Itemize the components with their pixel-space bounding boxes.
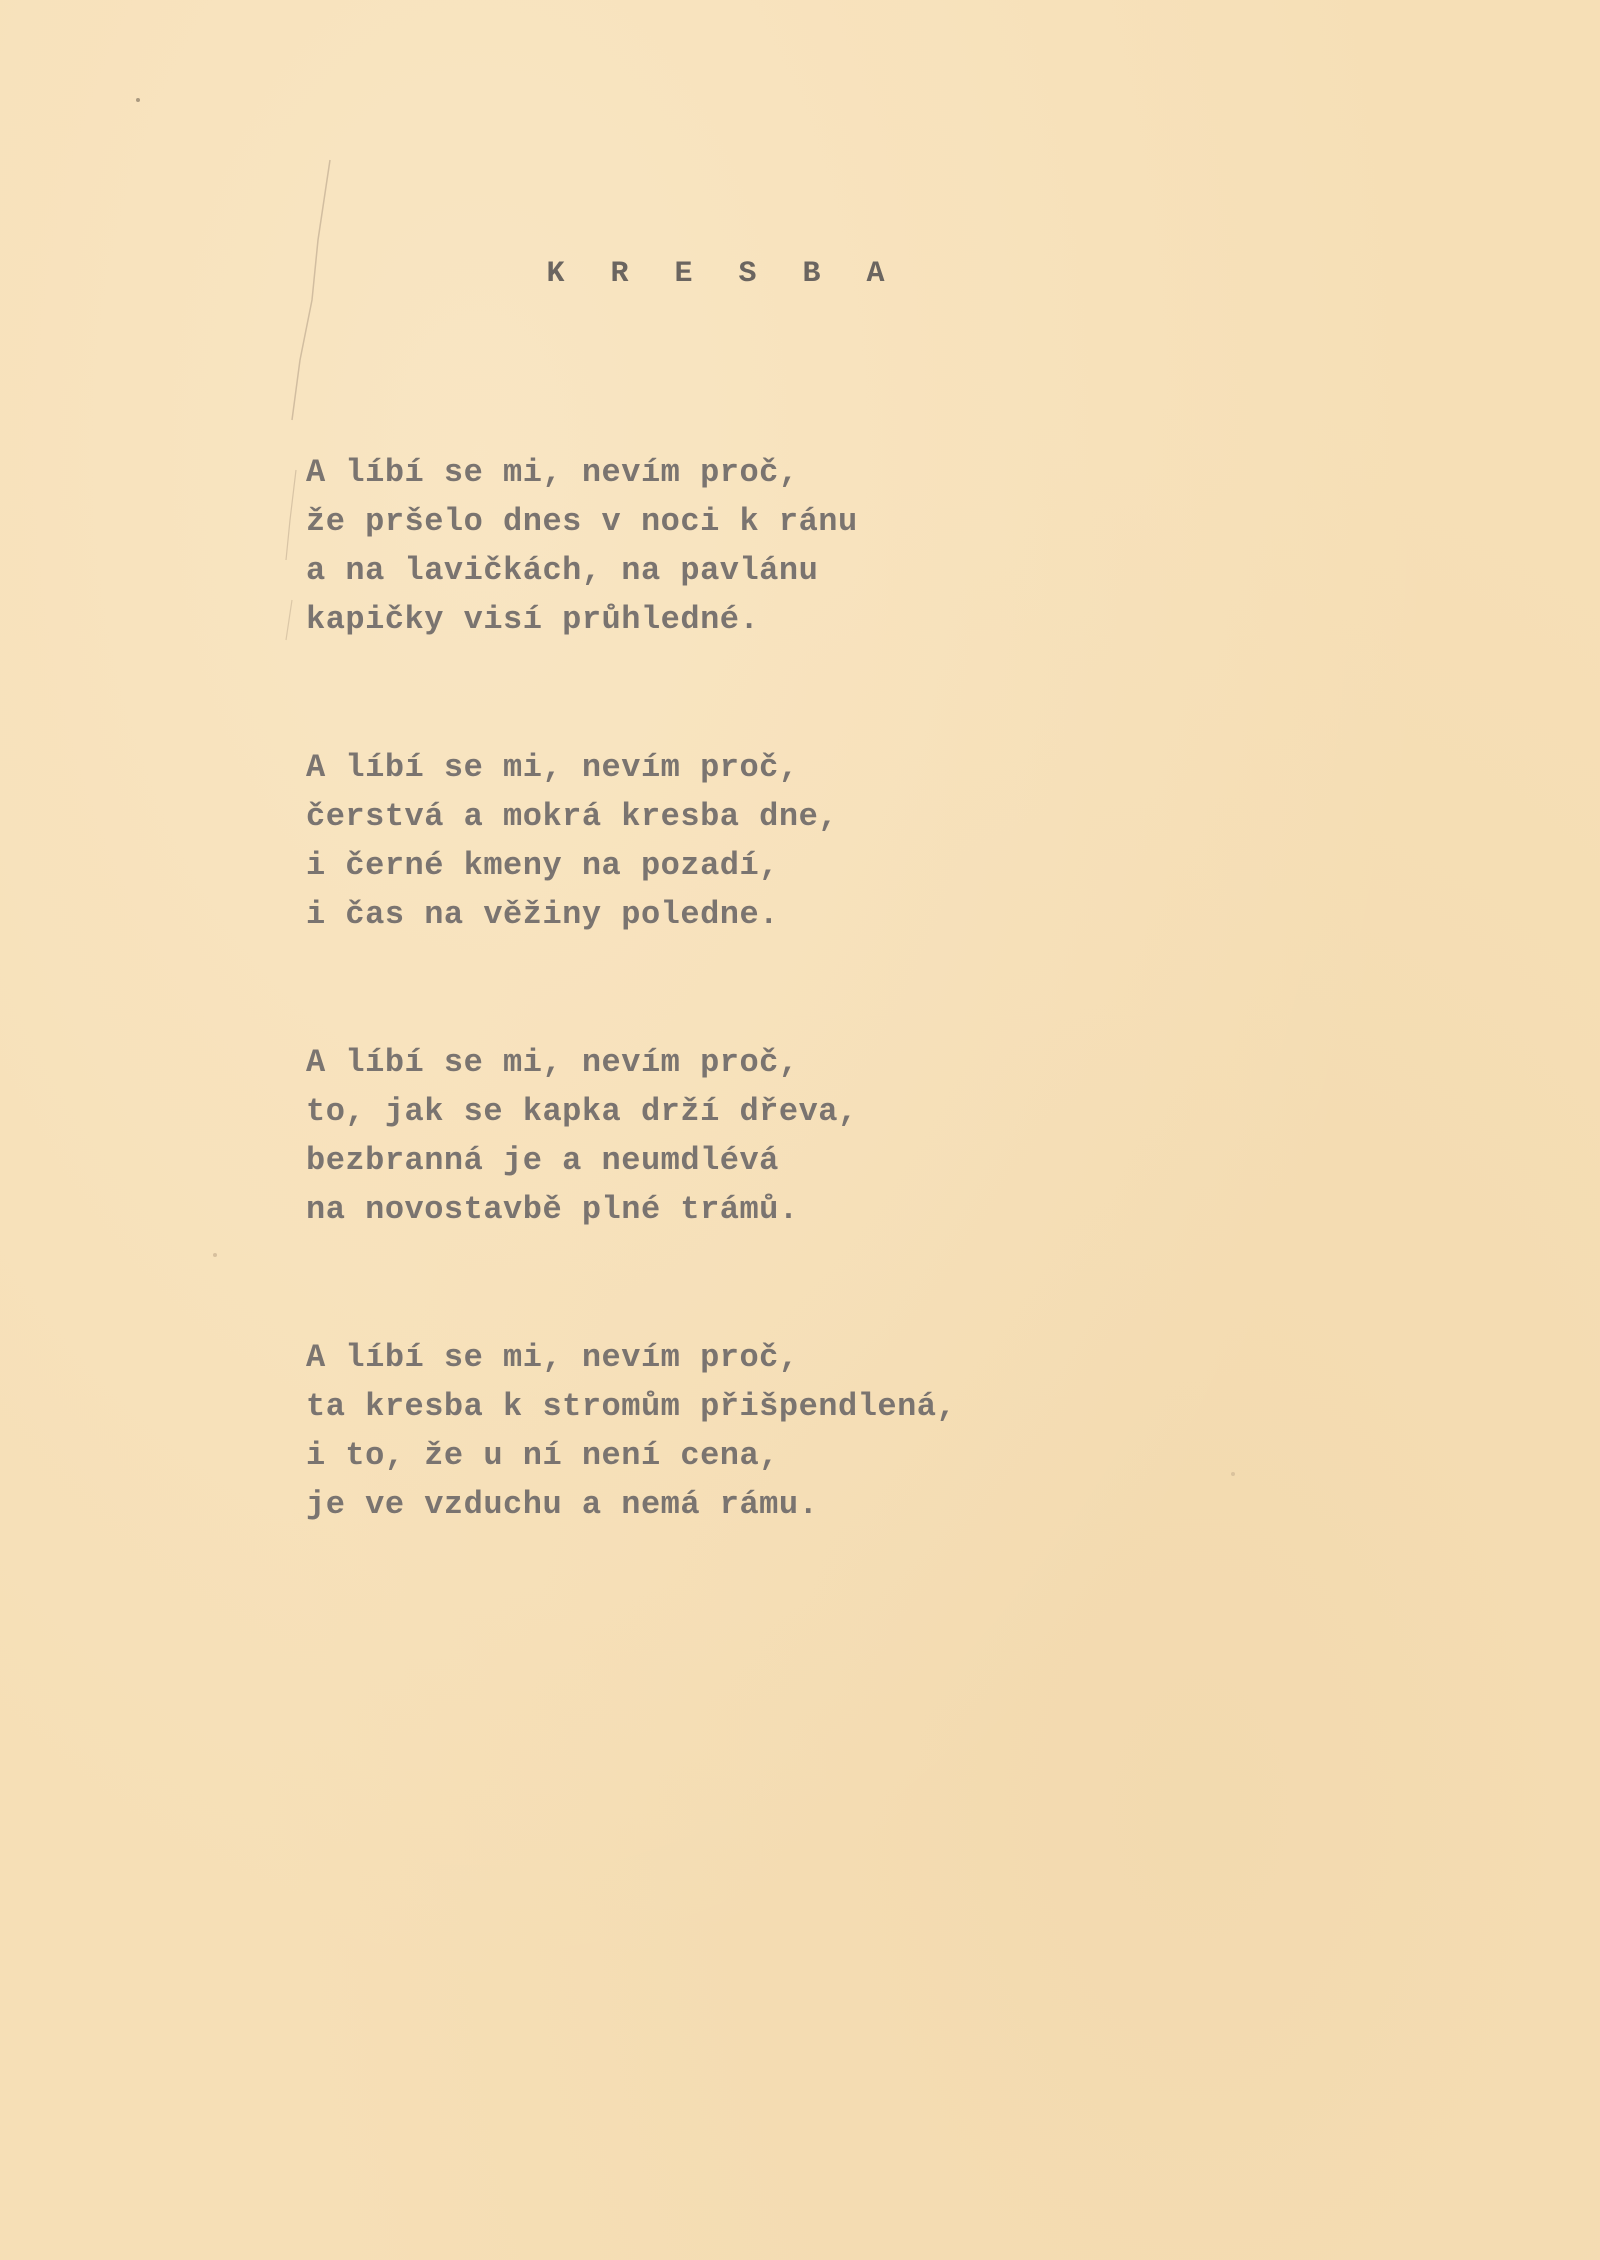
stanza-line: A líbí se mi, nevím proč, bbox=[306, 1044, 799, 1081]
stanza-line: čerstvá a mokrá kresba dne, bbox=[306, 798, 838, 835]
stanza-line: je ve vzduchu a nemá rámu. bbox=[306, 1486, 819, 1523]
stanza-line: A líbí se mi, nevím proč, bbox=[306, 1339, 799, 1376]
stanza-line: A líbí se mi, nevím proč, bbox=[306, 454, 799, 491]
stanza-line: a na lavičkách, na pavlánu bbox=[306, 552, 819, 589]
stanza-line: i černé kmeny na pozadí, bbox=[306, 847, 779, 884]
stanza-line: ta kresba k stromům přišpendlená, bbox=[306, 1388, 957, 1425]
stanza-line: že pršelo dnes v noci k ránu bbox=[306, 503, 858, 540]
stanza-line: to, jak se kapka drží dřeva, bbox=[306, 1093, 858, 1130]
poem-title: K R E S B A bbox=[546, 257, 899, 291]
stanza-2 bbox=[306, 743, 1406, 939]
poem-body bbox=[306, 448, 1406, 1529]
stanza-3 bbox=[306, 1038, 1406, 1234]
stanza-line: i to, že u ní není cena, bbox=[306, 1437, 779, 1474]
stanza-4 bbox=[306, 1333, 1406, 1529]
stanza-line: kapičky visí průhledné. bbox=[306, 601, 760, 638]
stanza-1 bbox=[306, 448, 1406, 644]
stanza-line: bezbranná je a neumdlévá bbox=[306, 1142, 779, 1179]
stanza-line: na novostavbě plné trámů. bbox=[306, 1191, 799, 1228]
stanza-line: A líbí se mi, nevím proč, bbox=[306, 749, 799, 786]
stanza-line: i čas na věžiny poledne. bbox=[306, 896, 779, 933]
